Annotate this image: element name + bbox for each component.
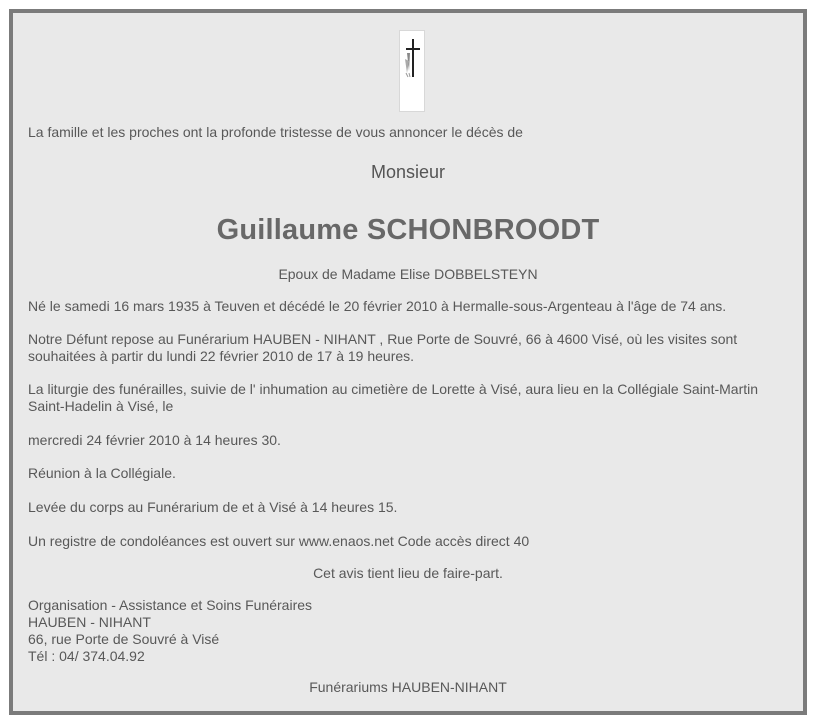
liturgy-line-2: Saint-Hadelin à Visé, le	[28, 398, 174, 414]
repose-paragraph	[28, 331, 737, 365]
repose-line-1: Notre Défunt repose au Funérarium HAUBEN - NIHANT , Rue Porte de Souvré, 66 à 4600 Visé, où les visites sont	[28, 331, 738, 347]
ceremony-date: mercredi 24 février 2010 à 14 heures 30.	[28, 432, 281, 448]
intro-text: La famille et les proches ont la profonde tristesse de vous annoncer le décès de	[28, 124, 523, 140]
liturgy-line-1: La liturgie des funérailles, suivie de l' inhumation au cimetière de Lorette à Visé, aura lieu en la Collégiale Saint-Martin	[28, 381, 759, 397]
cross-emblem	[399, 30, 425, 112]
obituary-card	[9, 9, 807, 715]
condolences-text: Un registre de condoléances est ouvert sur www.enaos.net Code accès direct 40	[28, 533, 530, 549]
organisation-line-1: Organisation - Assistance et Soins Funéraires	[28, 597, 313, 613]
cross-icon	[400, 31, 424, 111]
deceased-name: Guillaume SCHONBROODT	[216, 214, 600, 246]
departure-text: Levée du corps au Funérarium de et à Visé à 14 heures 15.	[28, 499, 398, 515]
organisation-line-2: HAUBEN - NIHANT	[28, 614, 151, 630]
footer-text: Funérariums HAUBEN-NIHANT	[309, 679, 507, 695]
repose-line-2: souhaitées à partir du lundi 22 février 2010 de 17 à 19 heures.	[28, 348, 415, 364]
organisation-block	[28, 597, 312, 665]
birth-death-text: Né le samedi 16 mars 1935 à Teuven et décédé le 20 février 2010 à Hermalle-sous-Argenteau à l'âge de 74 ans.	[28, 298, 727, 314]
liturgy-paragraph	[28, 381, 758, 415]
notice-text: Cet avis tient lieu de faire-part.	[313, 565, 503, 581]
organisation-phone: Tél : 04/ 374.04.92	[28, 648, 145, 664]
honorific: Monsieur	[370, 162, 446, 182]
meeting-text: Réunion à la Collégiale.	[28, 465, 176, 481]
organisation-line-3: 66, rue Porte de Souvré à Visé	[28, 631, 220, 647]
spouse-line: Epoux de Madame Elise DOBBELSTEYN	[278, 266, 538, 282]
